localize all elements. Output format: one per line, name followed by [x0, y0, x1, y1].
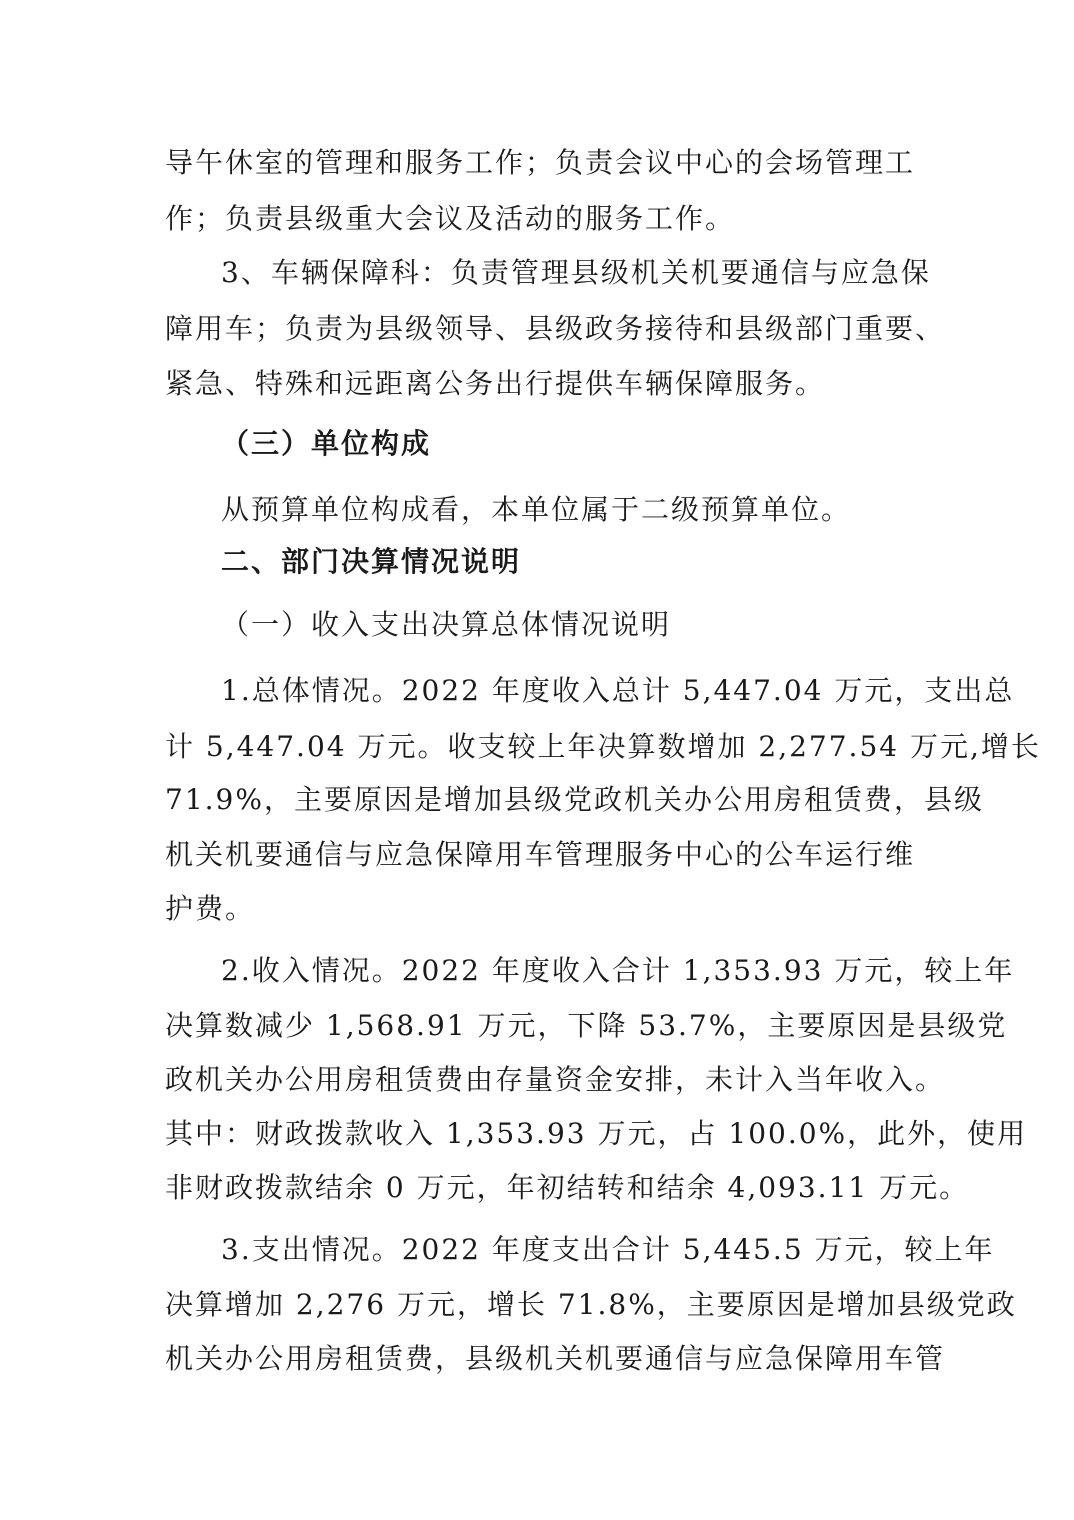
text-line: 3.支出情况。2022 年度支出合计 5,445.5 万元，较上年	[221, 1233, 995, 1266]
text-line: 2.收入情况。2022 年度收入合计 1,353.93 万元，较上年	[221, 954, 1015, 987]
text-line: 导午休室的管理和服务工作；负责会议中心的会场管理工	[165, 146, 916, 179]
text-line: 其中：财政拨款收入 1,353.93 万元，占 100.0%，此外，使用	[165, 1117, 1028, 1150]
subsection-heading: （一）收入支出决算总体情况说明	[221, 608, 672, 641]
text-line: 机关机要通信与应急保障用车管理服务中心的公车运行维	[165, 838, 916, 871]
text-line: 紧急、特殊和远距离公务出行提供车辆保障服务。	[165, 367, 826, 400]
text-line: 护费。	[165, 892, 256, 925]
text-line: 非财政拨款结余 0 万元，年初结转和结余 4,093.11 万元。	[165, 1171, 970, 1204]
text-line: 计 5,447.04 万元。收支较上年决算数增加 2,277.54 万元,增长	[165, 730, 1041, 763]
section-heading: 二、部门决算情况说明	[221, 545, 522, 578]
text-line: 机关办公用房租赁费，县级机关机要通信与应急保障用车管	[165, 1342, 946, 1375]
text-line: 3、车辆保障科：负责管理县级机关机要通信与应急保	[221, 256, 931, 289]
text-line: 从预算单位构成看，本单位属于二级预算单位。	[221, 493, 852, 526]
text-line: 决算数减少 1,568.91 万元，下降 53.7%，主要原因是县级党	[165, 1009, 1008, 1042]
section-heading: （三）单位构成	[221, 427, 432, 460]
text-line: 障用车；负责为县级领导、县级政务接待和县级部门重要、	[165, 312, 946, 345]
text-line: 1.总体情况。2022 年度收入总计 5,447.04 万元，支出总	[221, 674, 1015, 707]
text-line: 作；负责县级重大会议及活动的服务工作。	[165, 202, 736, 235]
text-line: 决算增加 2,276 万元，增长 71.8%，主要原因是增加县级党政	[165, 1288, 1017, 1321]
text-line: 71.9%，主要原因是增加县级党政机关办公用房租赁费，县级	[165, 783, 984, 816]
text-line: 政机关办公用房租赁费由存量资金安排，未计入当年收入。	[165, 1063, 946, 1096]
